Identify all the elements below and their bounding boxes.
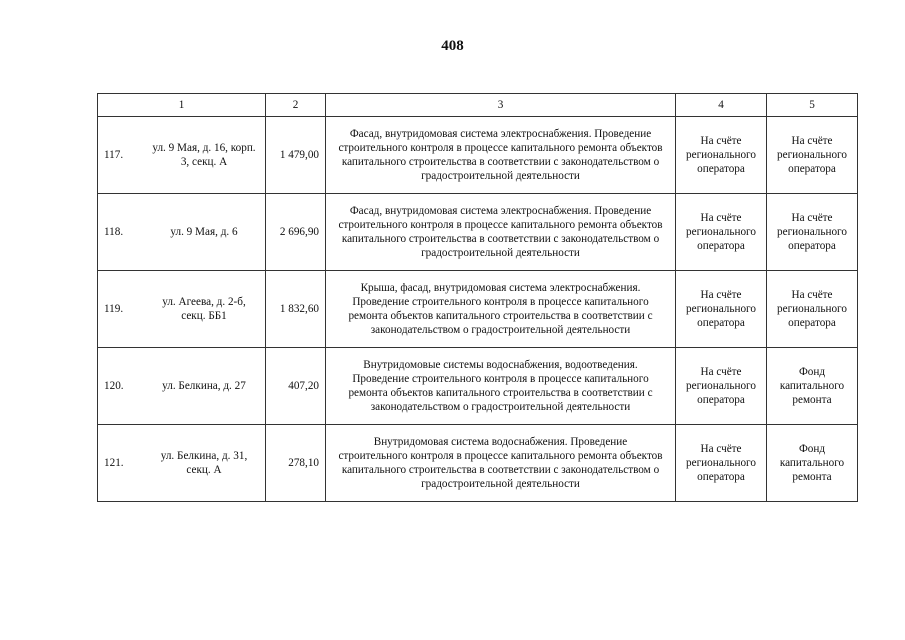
column-header-row xyxy=(98,94,858,117)
address-cell xyxy=(98,348,266,425)
area-value: 1 479,00 xyxy=(266,117,326,194)
table-row xyxy=(98,348,858,425)
column-4-value: На счёте регионального оператора xyxy=(676,271,767,348)
column-4-value: На счёте регионального оператора xyxy=(676,348,767,425)
column-4-value: На счёте регионального оператора xyxy=(676,425,767,502)
address: ул. Белкина, д. 31, секц. А xyxy=(160,450,248,476)
table-row xyxy=(98,117,858,194)
column-5-value: На счёте регионального оператора xyxy=(767,271,858,348)
table-row xyxy=(98,425,858,502)
area-value: 1 832,60 xyxy=(266,271,326,348)
address-cell xyxy=(98,194,266,271)
address-cell xyxy=(98,425,266,502)
area-value: 278,10 xyxy=(266,425,326,502)
column-5-value: На счёте регионального оператора xyxy=(767,117,858,194)
row-index: 117. xyxy=(104,149,124,161)
works-description: Фасад, внутридомовая система электроснабжения. Проведение строительного контроля в процессе капитального ремонта объектов капитального строительства в соответствии с законодательством о градостроительной деятельности xyxy=(326,117,676,194)
column-header-1: 1 xyxy=(98,94,266,117)
column-header-4: 4 xyxy=(676,94,767,117)
address-cell xyxy=(98,117,266,194)
column-5-value: На счёте регионального оператора xyxy=(767,194,858,271)
address: ул. Агеева, д. 2-б, секц. ББ1 xyxy=(162,296,246,322)
works-description: Внутридомовые системы водоснабжения, водоотведения. Проведение строительного контроля в процессе капитального ремонта объектов капитального строительства в соответствии с законодательством о градостроительной деятельности xyxy=(326,348,676,425)
capital-repair-table xyxy=(97,93,858,502)
column-header-3: 3 xyxy=(326,94,676,117)
table-row xyxy=(98,271,858,348)
column-4-value: На счёте регионального оператора xyxy=(676,194,767,271)
column-5-value: Фонд капитального ремонта xyxy=(767,425,858,502)
column-5-value: Фонд капитального ремонта xyxy=(767,348,858,425)
works-description: Внутридомовая система водоснабжения. Проведение строительного контроля в процессе капитального ремонта объектов капитального строительства в соответствии с законодательством о градостроительной деятельности xyxy=(326,425,676,502)
table-row xyxy=(98,194,858,271)
row-index: 121. xyxy=(104,457,124,469)
address: ул. 9 Мая, д. 16, корп. 3, секц. А xyxy=(152,142,256,168)
area-value: 407,20 xyxy=(266,348,326,425)
column-4-value: На счёте регионального оператора xyxy=(676,117,767,194)
address: ул. Белкина, д. 27 xyxy=(162,380,246,392)
area-value: 2 696,90 xyxy=(266,194,326,271)
page-number: 408 xyxy=(441,38,464,54)
column-header-2: 2 xyxy=(266,94,326,117)
address-cell xyxy=(98,271,266,348)
works-description: Крыша, фасад, внутридомовая система электроснабжения. Проведение строительного контроля в процессе капитального ремонта объектов капитального строительства в соответствии с законодательством о градостроительной деятельности xyxy=(326,271,676,348)
column-header-5: 5 xyxy=(767,94,858,117)
row-index: 119. xyxy=(104,303,124,315)
address: ул. 9 Мая, д. 6 xyxy=(170,226,238,238)
works-description: Фасад, внутридомовая система электроснабжения. Проведение строительного контроля в процессе капитального ремонта объектов капитального строительства в соответствии с законодательством о градостроительной деятельности xyxy=(326,194,676,271)
row-index: 120. xyxy=(104,380,124,392)
row-index: 118. xyxy=(104,226,124,238)
